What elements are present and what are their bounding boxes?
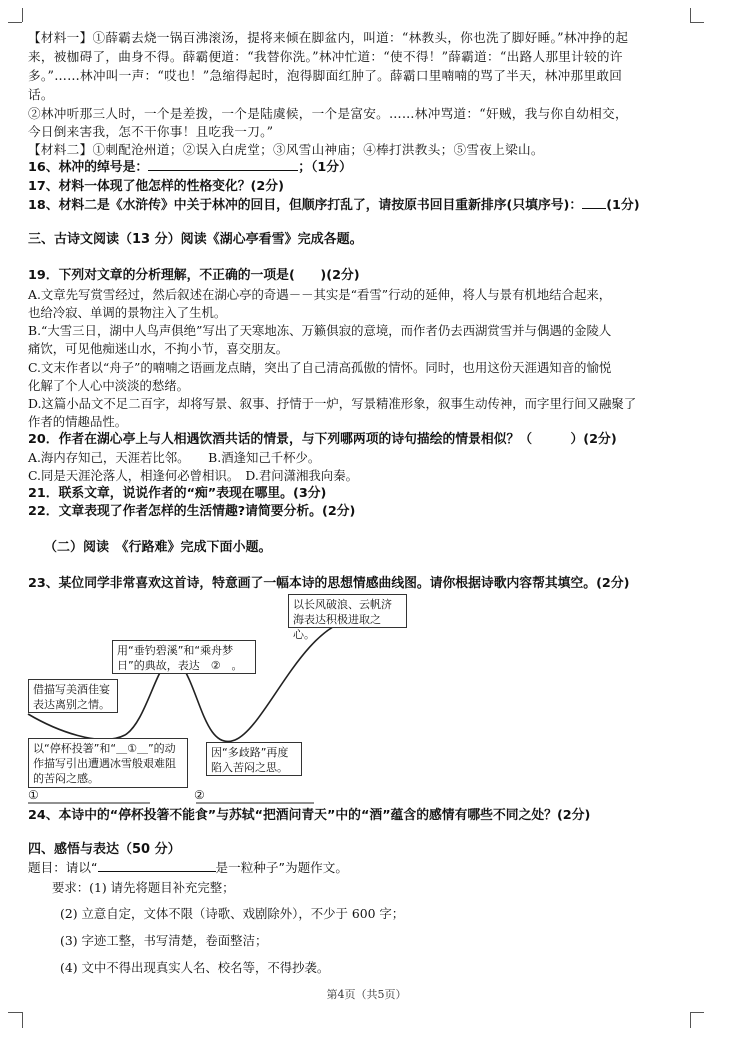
crop-mark	[22, 1012, 23, 1028]
question-18-text: 18、材料二是《水浒传》中关于林冲的回目，但顺序打乱了，请按原书回目重新排序(只填序号)：	[28, 198, 583, 213]
question-17: 17、材料一体现了他怎样的性格变化？(2分)	[28, 179, 284, 194]
section-3-heading: 三、古诗文阅读（13 分）阅读《湖心亭看雪》完成各题。	[28, 232, 363, 247]
crop-mark	[690, 1012, 704, 1013]
question-18-score: (1分)	[606, 198, 640, 213]
essay-requirement-1: 要求：(1) 请先将题目补充完整；	[52, 880, 235, 895]
question-24: 24、本诗中的“停杯投箸不能食”与苏轼“把酒问青天”中的“酒”蕴含的感情有哪些不同之处？(2分)	[28, 808, 591, 823]
section-3b-heading: （二）阅读 《行路难》完成下面小题。	[44, 540, 272, 555]
question-22: 22．文章表现了作者怎样的生活情趣?请简要分析。(2分)	[28, 504, 356, 519]
diagram-box-lower-right: 因“多歧路”再度陷入苦闷之思。	[206, 742, 302, 776]
material-one-line: 今日倒来害我，怎不干你事！且吃我一刀。”	[28, 124, 274, 139]
essay-topic-suffix: 是一粒种子”为题作文。	[215, 860, 348, 875]
material-one-line: 【材料一】①薛霸去烧一锅百沸滚汤，提将来倾在脚盆内，叫道：“林教头，你也洗了脚好睡。”林冲挣的起	[28, 30, 629, 45]
option-a-cont: 也给冷寂、单调的景物注入了生机。	[28, 305, 227, 320]
option-c: C.文末作者以“舟子”的喃喃之语画龙点睛，突出了自己清高孤傲的情怀。同时，也用这份天涯遇知音的愉悦	[28, 360, 612, 375]
option-d-cont: 作者的情趣品性。	[28, 414, 128, 429]
diagram-box-mid: 用“垂钓碧溪”和“乘舟梦日”的典故，表达 ② 。	[112, 640, 256, 674]
question-19: 19．下列对文章的分析理解，不正确的一项是( )(2分)	[28, 268, 360, 283]
option-b-cont: 痛饮，可见他痴迷山水，不拘小节，喜交朋友。	[28, 341, 289, 356]
diagram-box-top: 以长风破浪、云帆济海表达积极进取之心。	[288, 594, 407, 628]
section-4-heading: 四、感悟与表达（50 分）	[28, 842, 181, 857]
diagram-box-left: 借描写美酒佳宴表达离别之情。	[28, 679, 118, 713]
option-a: A.文章先写赏雪经过，然后叙述在湖心亭的奇遇－－其实是“看雪”行动的延伸，将人与景有机地结合起来，	[28, 287, 612, 302]
question-21: 21．联系文章，说说作者的“痴”表现在哪里。(3分)	[28, 486, 327, 501]
essay-requirement-3: (3) 字迹工整，书写清楚，卷面整洁；	[60, 933, 268, 948]
essay-topic-prefix: 题目：请以“	[28, 860, 98, 875]
essay-topic	[28, 860, 715, 876]
essay-requirement-2: (2) 立意自定，文体不限（诗歌、戏剧除外），不少于 600 字；	[60, 906, 405, 921]
material-two: 【材料二】①刺配沧州道；②误入白虎堂；③风雪山神庙；④棒打洪教头；⑤雪夜上梁山。	[28, 142, 544, 157]
material-one-line: ②林冲听那三人时，一个是差拨，一个是陆虞候，一个是富安。……林冲骂道：“奸贼，我与你自幼相交，	[28, 106, 628, 121]
material-one-line: 话。	[28, 87, 54, 102]
option-c-cont: 化解了个人心中淡淡的愁绪。	[28, 378, 190, 393]
question-23: 23、某位同学非常喜欢这首诗，特意画了一幅本诗的思想情感曲线图。请你根据诗歌内容帮其填空。(2分)	[28, 576, 630, 591]
material-one-line: 来，被枷碍了，曲身不得。薛霸便道：“我替你洗。”林冲忙道：“使不得！”薛霸道：“出路人那里计较的许	[28, 49, 623, 64]
essay-requirement-4: (4) 文中不得出现真实人名、校名等，不得抄袭。	[60, 960, 330, 975]
answer-marker-1: ①	[28, 788, 39, 802]
diagram-box-lower-left: 以“停杯投箸”和“＿①＿”的动作描写引出遭遇冰雪般艰难阻的苦闷之感。	[28, 738, 188, 788]
essay-topic-blank[interactable]	[98, 871, 216, 872]
question-20-options-cd: C.同是天涯沦落人，相逢何必曾相识。 D.君问潇湘我向秦。	[28, 468, 358, 483]
crop-mark	[690, 1012, 691, 1028]
material-one-line: 多。”……林冲叫一声：“哎也！”急缩得起时，泡得脚面红肿了。薛霸口里喃喃的骂了半天，林冲那里敢回	[28, 68, 623, 83]
question-20-options-ab: A.海内存知己，天涯若比邻。 B.酒逢知己千杯少。	[28, 450, 321, 465]
page-footer: 第4页（共5页）	[326, 988, 407, 1001]
question-16-score: ；（1分）	[298, 160, 352, 175]
option-d: D.这篇小品文不足二百字，却将写景、叙事、抒情于一炉，写景精准形象，叙事生动传神，而字里行间又融聚了	[28, 396, 637, 411]
question-16-text: 16、林冲的绰号是：	[28, 160, 149, 175]
crop-mark	[8, 1012, 22, 1013]
answer-marker-2: ②	[194, 788, 205, 802]
question-20: 20．作者在湖心亭上与人相遇饮酒共话的情景，与下列哪两项的诗句描绘的情景相似？（ ）(2分)	[28, 432, 617, 447]
option-b: B.“大雪三日，湖中人鸟声俱绝”写出了天寒地冻、万籁俱寂的意境，而作者仍去西湖赏雪并与偶遇的金陵人	[28, 323, 612, 338]
